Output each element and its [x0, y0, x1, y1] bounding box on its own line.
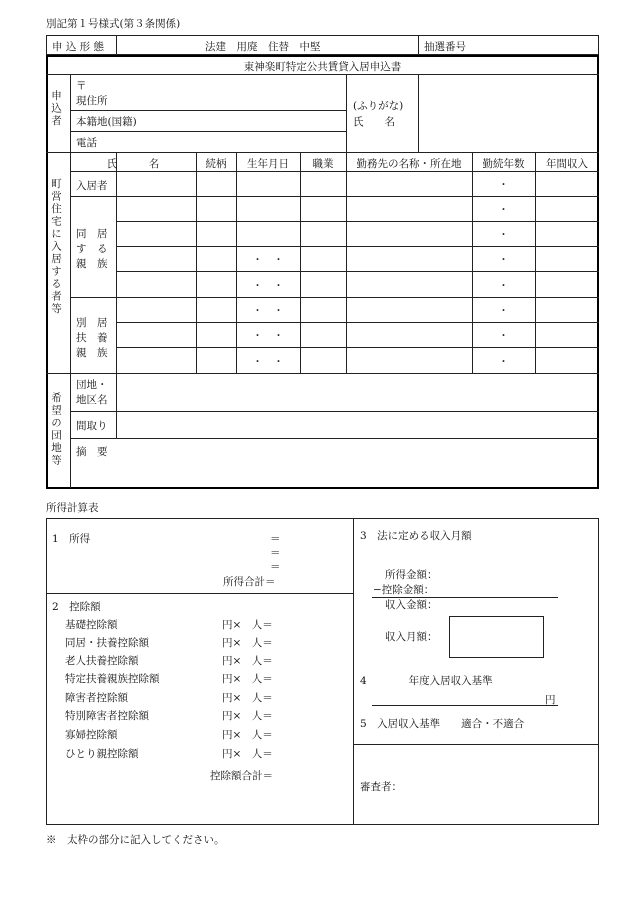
deduction-formula: 円× 人＝ — [222, 673, 273, 685]
separate-label-1: 別 居 — [76, 317, 108, 329]
minus-deduction-label: −控除金額： — [373, 584, 435, 596]
header-row — [46, 35, 599, 55]
separate-label-2: 扶 養 — [76, 332, 108, 344]
deduction-formula: 円× 人＝ — [222, 729, 273, 741]
years-dot: ・ — [498, 330, 509, 342]
col-years: 勤続年数 — [482, 158, 525, 170]
income-label: 1 所得 — [52, 533, 91, 545]
furigana-label: (ふりがな) — [353, 100, 404, 112]
applicant-name-label: 氏 名 — [353, 116, 395, 128]
deduction-label: 2 控除額 — [52, 601, 101, 613]
room-layout-label: 間取り — [76, 420, 108, 432]
deduction-formula: 円× 人＝ — [222, 748, 273, 760]
birthdate-dots: ・ ・ — [252, 280, 284, 292]
wishes-section-label: 希望の団地等 — [50, 392, 62, 467]
monthly-amount-input[interactable] — [449, 616, 544, 658]
birthdate-dots: ・ ・ — [252, 254, 284, 266]
income-eq: ＝ — [270, 561, 281, 573]
years-dot: ・ — [498, 356, 509, 368]
form-label: 別記第１号様式(第３条関係) — [46, 18, 181, 30]
years-dot: ・ — [498, 280, 509, 292]
deduction-item: ひとり親控除額 — [65, 748, 139, 760]
result-label[interactable]: 5 入居収入基準 適合・不適合 — [360, 718, 525, 730]
yen-unit: 円 — [545, 694, 556, 706]
residents-section-label: 町営住宅に入居する者等 — [50, 178, 62, 316]
deduction-total-label: 控除額合計＝ — [210, 770, 273, 782]
deduction-item: 老人扶養控除額 — [65, 655, 139, 667]
notes-label: 摘 要 — [76, 446, 108, 458]
birthdate-dots: ・ ・ — [252, 356, 284, 368]
footer-note: ※ 太枠の部分に記入してください。 — [46, 834, 225, 846]
col-birthdate: 生年月日 — [247, 158, 289, 170]
deduction-item: 同居・扶養控除額 — [65, 637, 149, 649]
monthly-income-label: 3 法に定める収入月額 — [360, 530, 472, 542]
deduction-formula: 円× 人＝ — [222, 619, 273, 631]
deduction-item: 基礎控除額 — [65, 619, 118, 631]
deduction-item: 寡婦控除額 — [65, 729, 118, 741]
tenant-label: 入居者 — [76, 180, 108, 192]
reviewer-label: 審査者： — [360, 781, 402, 793]
current-address-label: 現住所 — [76, 95, 108, 107]
cohabit-label-3: 親 族 — [76, 258, 108, 270]
phone-label: 電話 — [76, 137, 97, 149]
col-name: 氏 名 — [106, 158, 160, 170]
deduction-item: 特別障害者控除額 — [65, 710, 149, 722]
deduction-formula: 円× 人＝ — [222, 692, 273, 704]
income-table-title: 所得計算表 — [46, 502, 99, 514]
col-relation: 続柄 — [205, 158, 227, 170]
revenue-amount-label: 収入金額： — [385, 599, 438, 611]
estate-label-2: 地区名 — [76, 394, 108, 406]
income-eq: ＝ — [270, 547, 281, 559]
cohabit-label-2: す る — [76, 243, 108, 255]
application-type-options[interactable]: 法建 用廃 住替 中堅 — [205, 41, 321, 53]
deduction-formula: 円× 人＝ — [222, 655, 273, 667]
postal-mark: 〒 — [76, 80, 87, 92]
standard-label: 4 年度入居収入基準 — [360, 675, 493, 687]
years-dot: ・ — [498, 254, 509, 266]
cohabit-label-1: 同 居 — [76, 228, 108, 240]
birthdate-dots: ・ ・ — [252, 330, 284, 342]
col-occupation: 職業 — [312, 158, 334, 170]
income-total-label: 所得合計＝ — [223, 576, 276, 588]
col-workplace: 勤務先の名称・所在地 — [356, 158, 462, 170]
years-dot: ・ — [498, 204, 509, 216]
monthly-amount-label: 収入月額： — [385, 631, 438, 643]
income-eq: ＝ — [270, 533, 281, 545]
deduction-item: 特定扶養親族控除額 — [65, 673, 160, 685]
years-dot: ・ — [498, 305, 509, 317]
income-amount-label: 所得金額： — [385, 569, 438, 581]
birthdate-dots: ・ ・ — [252, 305, 284, 317]
estate-label-1: 団地・ — [76, 379, 108, 391]
years-dot: ・ — [498, 179, 509, 191]
form-title: 東神楽町特定公共賃貸入居申込書 — [243, 61, 402, 73]
lottery-number-label: 抽選番号 — [424, 41, 466, 53]
years-dot: ・ — [498, 229, 509, 241]
domicile-label: 本籍地(国籍) — [76, 116, 137, 128]
deduction-item: 障害者控除額 — [65, 692, 128, 704]
col-income: 年間収入 — [546, 158, 588, 170]
separate-label-3: 親 族 — [76, 347, 108, 359]
applicant-section-label: 申込者 — [50, 90, 62, 128]
deduction-formula: 円× 人＝ — [222, 710, 273, 722]
application-type-label: 申 込 形 態 — [52, 41, 105, 53]
deduction-formula: 円× 人＝ — [222, 637, 273, 649]
